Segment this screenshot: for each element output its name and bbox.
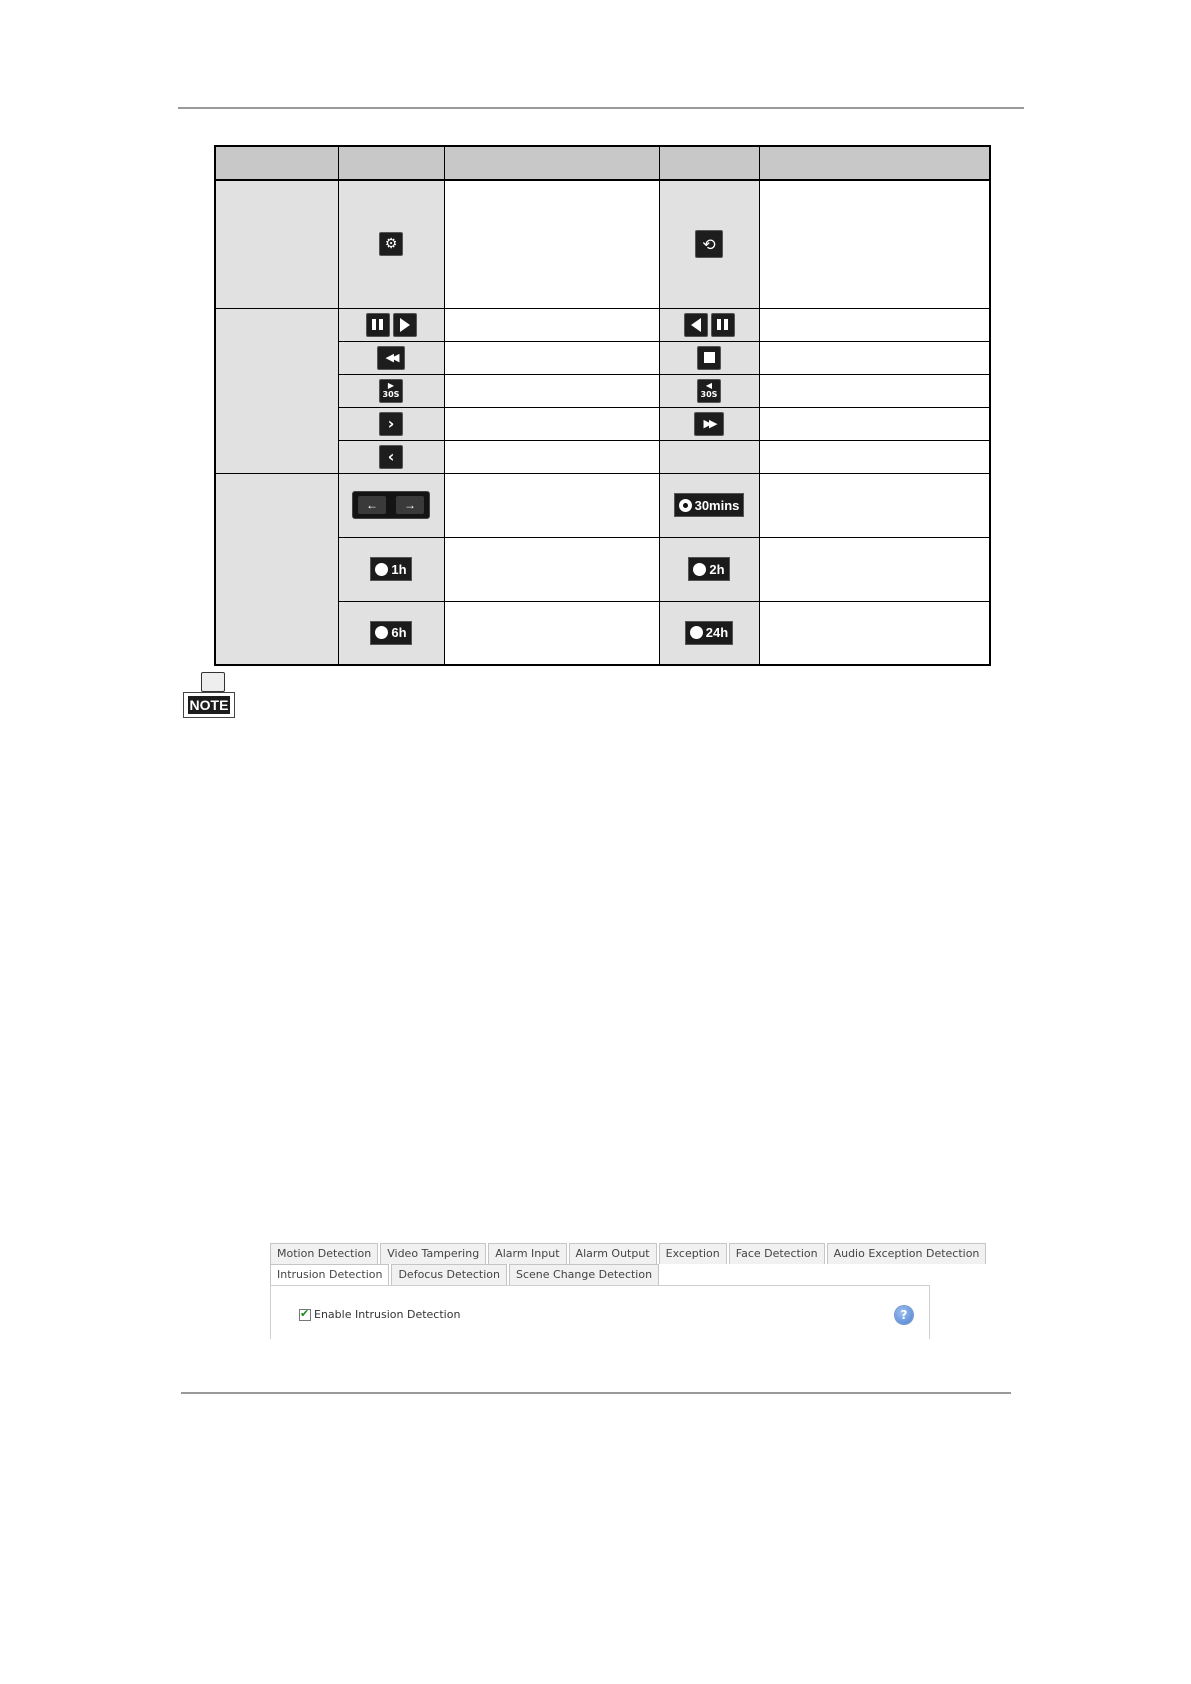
- arrow-right-glyph: ▶: [387, 381, 395, 390]
- description-cell: [444, 374, 659, 407]
- description-cell: [759, 180, 990, 308]
- icon-cell: [338, 374, 444, 407]
- description-cell: [444, 601, 659, 665]
- arrow-left-glyph: ◀: [705, 381, 713, 390]
- radio-dot-icon: [693, 563, 706, 576]
- description-cell: [759, 601, 990, 665]
- table-row: [215, 473, 990, 537]
- icon-cell: [659, 407, 759, 440]
- header-cell: [659, 146, 759, 180]
- icon-cell: [659, 341, 759, 374]
- description-cell: [759, 473, 990, 537]
- radio-dot-icon: [679, 499, 692, 512]
- description-cell: [444, 440, 659, 473]
- chevron-left-icon: ‹: [379, 445, 403, 469]
- radio-dot-icon: [690, 626, 703, 639]
- tab-row-1: [270, 1243, 986, 1264]
- header-rule: [178, 107, 1024, 109]
- radio-dot-icon: [375, 626, 388, 639]
- enable-row: [299, 1308, 460, 1321]
- help-icon[interactable]: ?: [895, 1306, 913, 1324]
- scale-label: 6h: [391, 625, 407, 641]
- header-cell: [215, 146, 338, 180]
- tab-face-detection[interactable]: Face Detection: [729, 1243, 825, 1264]
- description-cell: [444, 341, 659, 374]
- fast-backward-icon: ◀◀: [377, 346, 405, 370]
- note-badge: [183, 692, 235, 718]
- table-row: [215, 180, 990, 308]
- playback-icon-table: [214, 145, 991, 666]
- description-cell: [444, 537, 659, 601]
- event-settings-screenshot: [270, 1243, 980, 1339]
- icon-cell: [338, 601, 444, 665]
- tab-panel: [270, 1285, 930, 1339]
- icon-cell: [338, 440, 444, 473]
- gear-icon: ⚙: [379, 232, 403, 256]
- radio-dot-icon: [375, 563, 388, 576]
- header-cell: [759, 146, 990, 180]
- timeline-scale-6h-icon: [370, 621, 411, 645]
- footer-rule: [181, 1392, 1011, 1394]
- note-label: NOTE: [189, 697, 229, 713]
- fast-forward-icon: ▶▶: [694, 412, 724, 436]
- icon-cell: [659, 473, 759, 537]
- icon-table-wrapper: [214, 145, 989, 664]
- timeline-scale-24h-icon: [685, 621, 733, 645]
- icon-cell: [338, 341, 444, 374]
- note-icon: [183, 672, 237, 722]
- tab-row-2: [270, 1264, 659, 1286]
- group-cell: [215, 473, 338, 665]
- icon-cell: [659, 180, 759, 308]
- chevron-right-icon: ›: [379, 412, 403, 436]
- tab-defocus-detection[interactable]: Defocus Detection: [391, 1264, 507, 1285]
- description-cell: [759, 537, 990, 601]
- tab-motion-detection[interactable]: Motion Detection: [270, 1243, 378, 1264]
- tab-intrusion-detection[interactable]: Intrusion Detection: [270, 1264, 389, 1286]
- icon-cell: [659, 308, 759, 341]
- timeline-scale-1h-icon: [370, 557, 411, 581]
- pause-play-icon: [366, 313, 417, 337]
- description-cell: [444, 180, 659, 308]
- icon-cell: [659, 537, 759, 601]
- pause-icon: [711, 313, 735, 337]
- scale-label: 2h: [709, 561, 725, 577]
- description-cell: [759, 374, 990, 407]
- scale-label: 24h: [705, 625, 729, 641]
- tab-video-tampering[interactable]: Video Tampering: [380, 1243, 486, 1264]
- header-cell: [338, 146, 444, 180]
- icon-cell: [338, 473, 444, 537]
- description-cell: [759, 341, 990, 374]
- enable-intrusion-checkbox[interactable]: [299, 1309, 311, 1321]
- play-icon: [393, 313, 417, 337]
- enable-intrusion-label[interactable]: Enable Intrusion Detection: [314, 1308, 461, 1321]
- backward-30s-icon: [697, 379, 721, 403]
- icon-cell: [338, 308, 444, 341]
- description-cell: [444, 473, 659, 537]
- description-cell: [759, 440, 990, 473]
- table-row: [215, 308, 990, 341]
- group-cell: [215, 308, 338, 473]
- icon-cell: [338, 537, 444, 601]
- icon-caption: 30S: [700, 390, 718, 399]
- icon-cell: [659, 601, 759, 665]
- restore-icon: ⟲: [695, 230, 723, 258]
- group-cell: [215, 180, 338, 308]
- forward-30s-icon: [379, 379, 403, 403]
- reverse-play-pause-icon: [684, 313, 735, 337]
- description-cell: [444, 308, 659, 341]
- scale-label: 1h: [391, 561, 407, 577]
- description-cell: [444, 407, 659, 440]
- tab-exception[interactable]: Exception: [659, 1243, 727, 1264]
- stop-icon: [697, 346, 721, 370]
- day-navigation-arrows-icon: [352, 491, 430, 519]
- icon-cell: [659, 440, 759, 473]
- description-cell: [759, 308, 990, 341]
- arrow-right-icon: →: [396, 496, 424, 514]
- icon-cell: [659, 374, 759, 407]
- description-cell: [759, 407, 990, 440]
- timeline-scale-30mins-icon: [674, 493, 745, 517]
- reverse-play-icon: [684, 313, 708, 337]
- tab-alarm-input[interactable]: Alarm Input: [488, 1243, 566, 1264]
- arrow-left-icon: ←: [358, 496, 386, 514]
- camera-icon: [201, 672, 225, 692]
- scale-label: 30mins: [694, 497, 740, 513]
- pause-icon: [366, 313, 390, 337]
- table-header-row: [215, 146, 990, 180]
- icon-cell: [338, 407, 444, 440]
- tab-audio-exception-detection[interactable]: Audio Exception Detection: [827, 1243, 987, 1264]
- tab-alarm-output[interactable]: Alarm Output: [569, 1243, 657, 1264]
- timeline-scale-2h-icon: [688, 557, 729, 581]
- icon-caption: 30S: [382, 390, 400, 399]
- icon-cell: [338, 180, 444, 308]
- header-cell: [444, 146, 659, 180]
- tab-scene-change-detection[interactable]: Scene Change Detection: [509, 1264, 659, 1285]
